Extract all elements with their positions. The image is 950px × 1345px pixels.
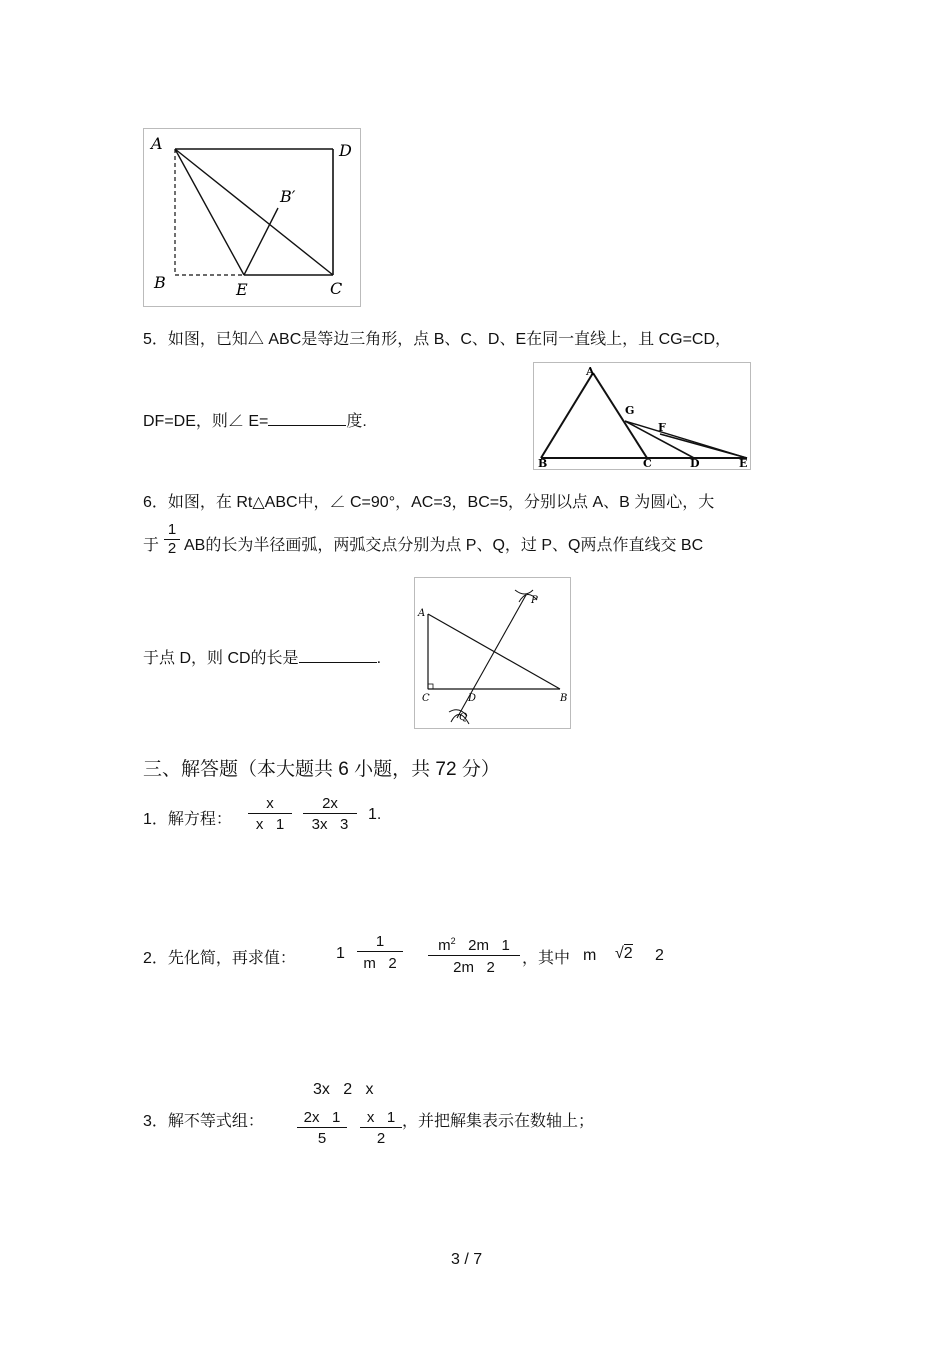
sqrt-icon: √ [615, 945, 624, 962]
p1-tail: 1. [368, 806, 382, 823]
label-B: B [560, 693, 568, 704]
p2-f1-num: 1 [375, 933, 385, 950]
p3-tail: ，并把解集表示在数轴上； [402, 1113, 595, 1130]
page-number: 3 / 7 [451, 1251, 483, 1268]
section-3-title: 三、解答题（本大题共 6 小题，共 72 分） [143, 759, 500, 780]
p2-label: 2．先化简，再求值： [143, 950, 296, 967]
q5-line2-post: 度. [346, 413, 367, 430]
label-C: C [422, 693, 430, 704]
label-B: B [154, 273, 166, 292]
p2-f2-num [428, 932, 520, 955]
q6-line3 [143, 645, 381, 668]
q6-half-num: 1 [167, 521, 177, 538]
p3-fraction-2 [360, 1108, 402, 1150]
figure-right-triangle-bisector [414, 577, 571, 729]
p1-fraction-2 [303, 795, 357, 836]
label-Q: Q [459, 712, 468, 723]
p2-f2-den: 2m 2 [428, 955, 520, 980]
label-D: D [339, 141, 352, 160]
label-A: A [586, 365, 595, 378]
p1-f1-num: x [266, 795, 274, 812]
label-B: B [538, 457, 548, 469]
p2-fraction-2 [428, 932, 520, 980]
label-A: A [151, 134, 163, 153]
p3-f1-num: 2x 1 [303, 1109, 341, 1126]
label-F: F [658, 421, 666, 434]
q6-line2-post: AB的长为半径画弧，两弧交点分别为点 P、Q，过 P、Q两点作直线交 BC [184, 537, 704, 554]
q5-line2 [143, 408, 367, 431]
label-D: D [690, 457, 700, 469]
label-C: C [643, 457, 652, 469]
p3-f2-den: 2 [360, 1127, 402, 1150]
p1-fraction-1 [248, 795, 292, 836]
label-D: D [468, 693, 477, 704]
p2-sqrt [615, 945, 633, 963]
p2-fraction-1 [357, 932, 403, 976]
p3-row1: 3x 2 x [313, 1081, 374, 1098]
q6-line1: 6．如图，在 Rt△ABC中，∠ C=90°，AC=3，BC=5，分别以点 A、B 为圆心，大 [143, 494, 715, 511]
p3-fraction-1 [297, 1108, 347, 1150]
q6-half [164, 521, 180, 558]
p2-sqrt-val: 2 [623, 945, 633, 962]
p1-f2-num: 2x [322, 795, 338, 812]
label-C: C [330, 279, 343, 298]
q6-answer-blank[interactable] [299, 648, 377, 663]
p2-m: m [583, 947, 597, 964]
p2-f2-num-m: m [438, 937, 451, 954]
q6-line2-pre: 于 [143, 537, 160, 554]
p2-f2-num-sup: 2 [450, 936, 456, 946]
p3-f1-den: 5 [297, 1127, 347, 1150]
p2-where: ，其中 [522, 950, 571, 967]
p3-f2-num: x 1 [366, 1109, 396, 1126]
label-E: E [739, 457, 748, 469]
q5-line1: 5．如图，已知△ ABC是等边三角形，点 B、C、D、E在同一直线上，且 CG=CD， [143, 331, 732, 348]
q6-line3-end: . [376, 650, 382, 667]
figure-equilateral-triangle [533, 362, 751, 470]
q6-line3-text: 于点 D，则 CD的长是 [143, 650, 299, 667]
label-E: E [236, 280, 248, 299]
label-P: P [531, 595, 538, 606]
figure-rectangle-fold [143, 128, 361, 307]
p1-f1-den: x 1 [248, 813, 292, 836]
q5-line2-pre: DF=DE，则∠ E= [143, 413, 269, 430]
p2-f2-num-rest: 2m 1 [468, 937, 510, 954]
q6-half-den: 2 [164, 539, 180, 558]
p1-f2-den: 3x 3 [303, 813, 357, 836]
q5-answer-blank[interactable] [268, 411, 346, 426]
p2-tail: 2 [655, 947, 664, 964]
p2-one: 1 [336, 945, 345, 962]
label-A: A [418, 608, 426, 619]
label-G: G [625, 404, 635, 417]
p2-f1-den: m 2 [357, 951, 403, 976]
p3-label: 3．解不等式组： [143, 1113, 264, 1130]
p1-label: 1．解方程： [143, 811, 232, 828]
label-B-prime: B′ [280, 187, 296, 206]
